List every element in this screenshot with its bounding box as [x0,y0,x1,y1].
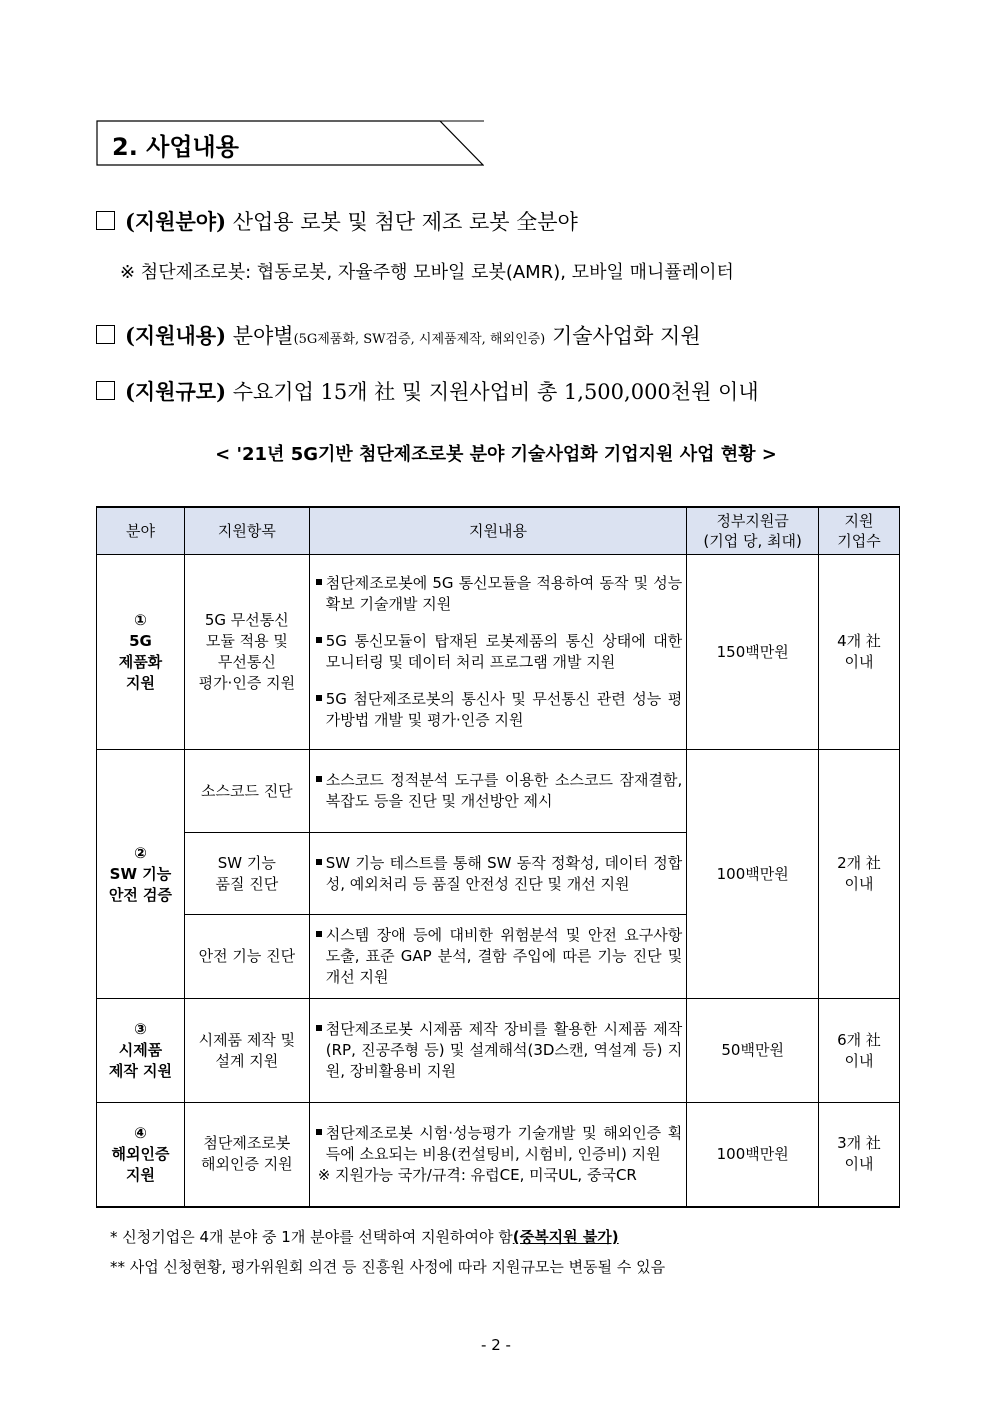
header-field: 분야 [97,507,185,555]
item-cell: 시제품 제작 및 설계 지원 [184,999,309,1103]
content-cell [309,915,687,999]
checkbox-square-icon [96,381,115,400]
header-item: 지원항목 [184,507,309,555]
grant-cell: 100백만원 [687,1103,819,1207]
content-cell [309,750,687,833]
content-cell [309,833,687,915]
companies-cell: 2개 社 이내 [819,750,900,999]
table-row [97,555,900,750]
square-bullet-icon [316,931,322,937]
content-bullet: 5G 첨단제조로봇의 통신사 및 무선통신 관련 성능 평가방법 개발 및 평가·인증 지원 [314,689,683,731]
grant-cell: 50백만원 [687,999,819,1103]
field-cell: ③ 시제품 제작 지원 [97,999,185,1103]
field-cell: ① 5G 제품화 지원 [97,555,185,750]
field-cell: ② SW 기능 안전 검증 [97,750,185,999]
grant-cell: 100백만원 [687,750,819,999]
content-bullet: 소스코드 정적분석 도구를 이용한 소스코드 잠재결함, 복잡도 등을 진단 및 개선방안 제시 [314,770,683,812]
header-companies: 지원 기업수 [819,507,900,555]
table-caption: < '21년 5G기반 첨단제조로봇 분야 기술사업화 기업지원 사업 현황 > [215,444,777,465]
content-bullet: SW 기능 테스트를 통해 SW 동작 정확성, 데이터 정합성, 예외처리 등 품질 안전성 진단 및 개선 지원 [314,853,683,895]
table-row [97,1103,900,1207]
content-bullet: 5G 통신모듈이 탑재된 로봇제품의 통신 상태에 대한 모니터링 및 데이터 처리 프로그램 개발 지원 [314,631,683,673]
section-title: 2. 사업내용 [112,133,239,161]
square-bullet-icon [316,1129,322,1135]
content-bullet: 첨단제조로봇에 5G 통신모듈을 적용하여 동작 및 성능확보 기술개발 지원 [314,573,683,615]
item-cell: SW 기능 품질 진단 [184,833,309,915]
robot-note: ※ 첨단제조로봇: 협동로봇, 자율주행 모바일 로봇(AMR), 모바일 매니퓰레이터 [120,262,734,283]
field-cell: ④ 해외인증 지원 [97,1103,185,1207]
item-support-scale: (지원규모) 수요기업 15개 社 및 지원사업비 총 1,500,000천원 이내 [96,376,759,406]
content-note: ※ 지원가능 국가/규격: 유럽CE, 미국UL, 중국CR [317,1165,637,1184]
square-bullet-icon [316,579,322,585]
item-cell: 안전 기능 진단 [184,915,309,999]
companies-cell: 4개 社 이내 [819,555,900,750]
content-bullet: 첨단제조로봇 시제품 제작 장비를 활용한 시제품 제작(RP, 진공주형 등) 및 설계해석(3D스캔, 역설계 등) 지원, 장비활용비 지원 [314,1019,683,1082]
content-bullet: 시스템 장애 등에 대비한 위험분석 및 안전 요구사항 도출, 표준 GAP 분석, 결함 주입에 따른 기능 진단 및 개선 지원 [314,925,683,988]
page-number: - 2 - [481,1336,511,1354]
square-bullet-icon [316,1025,322,1031]
footnote-2: ** 사업 신청현황, 평가위원회 의견 등 진흥원 사정에 따라 지원규모는 변동될 수 있음 [110,1258,666,1276]
companies-cell: 6개 社 이내 [819,999,900,1103]
item-cell: 첨단제조로봇 해외인증 지원 [184,1103,309,1207]
companies-cell: 3개 社 이내 [819,1103,900,1207]
square-bullet-icon [316,695,322,701]
table-header-row [97,507,900,555]
header-content: 지원내용 [309,507,687,555]
table-row [97,750,900,833]
content-bullet: 첨단제조로봇 시험·성능평가 기술개발 및 해외인증 획득에 소요되는 비용(컨설팅비, 시험비, 인증비) 지원 [314,1123,683,1165]
grant-cell: 150백만원 [687,555,819,750]
checkbox-square-icon [96,325,115,344]
support-table [96,506,900,1208]
content-cell [309,999,687,1103]
checkbox-square-icon [96,211,115,230]
item-cell: 5G 무선통신 모듈 적용 및 무선통신 평가·인증 지원 [184,555,309,750]
footnote-1: * 신청기업은 4개 분야 중 1개 분야를 선택하여 지원하여야 함(중복지원 불가) [110,1228,619,1246]
table-row [97,999,900,1103]
square-bullet-icon [316,637,322,643]
header-grant: 정부지원금 (기업 당, 최대) [687,507,819,555]
item-cell: 소스코드 진단 [184,750,309,833]
square-bullet-icon [316,859,322,865]
section-heading [96,120,484,166]
item-support-content: (지원내용) 분야별(5G제품화, SW검증, 시제품제작, 해외인증) 기술사업화 지원 [96,320,701,350]
square-bullet-icon [316,776,322,782]
item-support-field: (지원분야) 산업용 로봇 및 첨단 제조 로봇 全분야 [96,206,578,236]
content-cell [309,555,687,750]
content-cell [309,1103,687,1207]
